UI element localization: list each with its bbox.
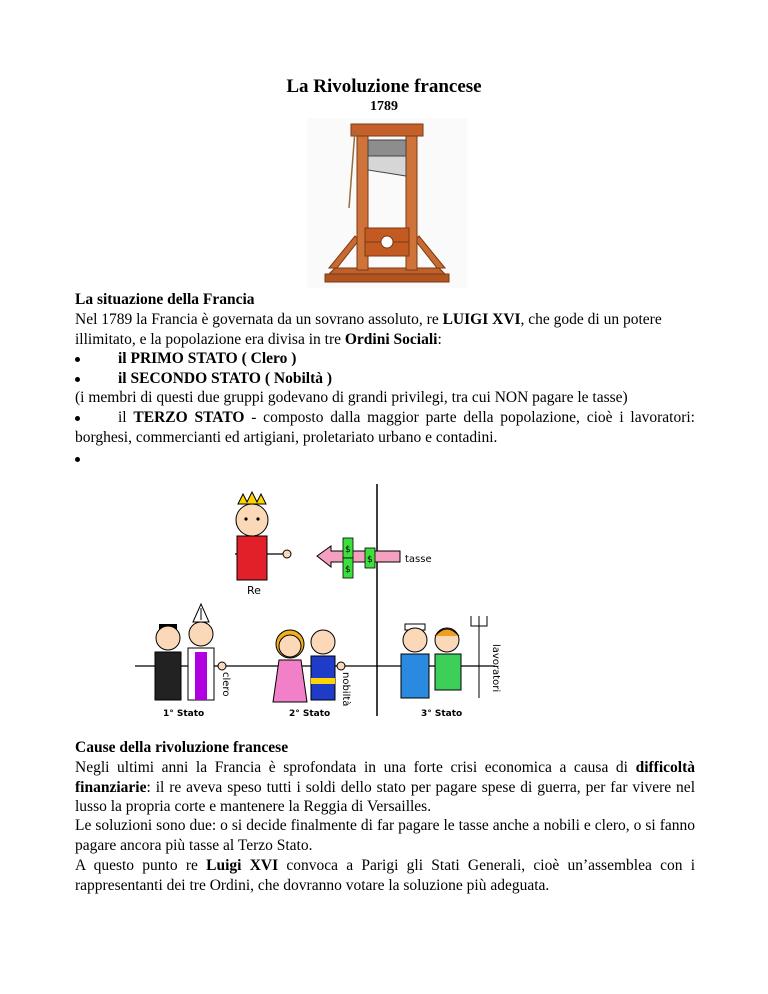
- bullet-marker: [75, 369, 80, 389]
- king-label: Re: [247, 584, 261, 597]
- king-name-2: Luigi XVI: [206, 857, 279, 874]
- paragraph-causes-crisis: Negli ultimi anni la Francia è sprofondata in una forte crisi economica a causa di difficoltà finanziarie: il re aveva speso tutti i soldi dello stato per pagare spese di guerra, per far vivere nel lusso la propria corte e mantenere la Reggia di Versailles.: [75, 759, 695, 815]
- paragraph-causes-solutions: Le soluzioni sono due: o si decide finalmente di far pagare le tasse anche a nobili e clero, o si fanno pagare ancora più tasse al Terzo Stato.: [75, 817, 695, 854]
- clergy-figures: [155, 604, 226, 700]
- nobles-label: nobiltà: [340, 672, 351, 707]
- privileges-note: (i membri di questi due gruppi godevano di grandi privilegi, tra cui NON pagare le tasse): [75, 389, 628, 406]
- tax-label: tasse: [405, 554, 432, 565]
- third-estate-caption: 3° Stato: [421, 709, 463, 719]
- social-orders-term: Ordini Sociali: [344, 330, 438, 348]
- clergy-label: clero: [220, 672, 231, 697]
- king-figure: [236, 492, 291, 580]
- paragraph-situation: Nel 1789 la Francia è governata da un sovrano assoluto, re LUIGI XVI, che gode di un potere illimitato, e la popolazione era divisa in tre Ordini Sociali:: [75, 311, 662, 348]
- second-estate-caption: 2° Stato: [289, 709, 331, 719]
- workers-label: lavoratori: [490, 644, 501, 693]
- tax-arrow: [317, 546, 400, 567]
- svg-text:$: $: [345, 565, 351, 575]
- section-heading-situation: La situazione della Francia: [75, 291, 255, 308]
- list-item-first-estate: il PRIMO STATO ( Clero ): [118, 350, 297, 367]
- workers-figures: [401, 616, 487, 698]
- bullet-marker-empty: [75, 449, 80, 469]
- section-heading-causes: Cause della rivoluzione francese: [75, 739, 289, 756]
- guillotine-image: [307, 118, 467, 288]
- page-title: La Rivoluzione francese: [286, 76, 482, 97]
- financial-difficulties-term: difficoltà finanziarie: [75, 759, 695, 796]
- list-item-third-estate: il TERZO STATO - composto dalla maggior parte della popolazione, cioè i lavoratori: borghesi, commercianti ed artigiani, proletariato urbano e contadini.: [75, 409, 695, 446]
- page-subtitle-year: 1789: [370, 99, 398, 114]
- list-item-second-estate: il SECONDO STATO ( Nobiltà ): [118, 370, 333, 387]
- third-estate-term: TERZO STATO: [133, 409, 245, 426]
- paragraph-estates-general: A questo punto re Luigi XVI convoca a Parigi gli Stati Generali, cioè un’assemblea con i rappresentanti dei tre Ordini, che dovranno votare la soluzione più adeguata.: [75, 857, 696, 894]
- estates-diagram: [75, 476, 515, 722]
- first-estate-caption: 1° Stato: [163, 709, 205, 719]
- bullet-marker: [75, 349, 80, 369]
- svg-text:$: $: [345, 545, 351, 555]
- king-name: LUIGI XVI: [442, 311, 521, 328]
- svg-text:$: $: [367, 555, 373, 565]
